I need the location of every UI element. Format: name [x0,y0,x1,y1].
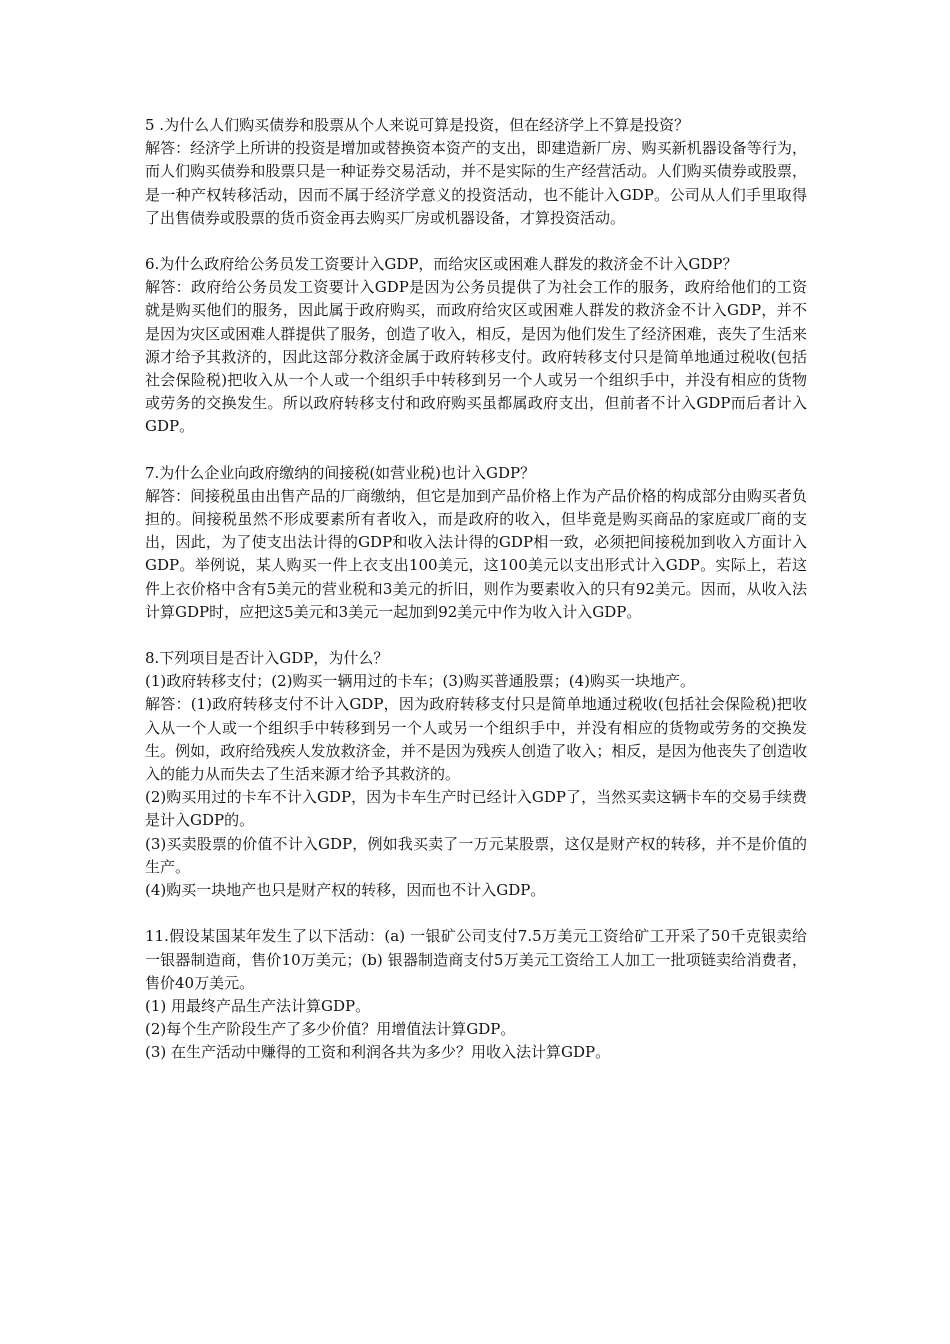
question-5: 5 .为什么人们购买债券和股票从个人来说可算是投资，但在经济学上不算是投资？ [145,116,690,134]
section-q8 [145,647,807,902]
section-q6 [145,253,807,439]
answer-8-part-2: (2)购买用过的卡车不计入GDP，因为卡车生产时已经计入GDP了，当然买卖这辆卡车的交易手续费是计入GDP的。 [145,788,807,830]
question-7: 7.为什么企业向政府缴纳的间接税(如营业税)也计入GDP？ [145,463,536,482]
question-8-items: (1)政府转移支付；(2)购买一辆用过的卡车；(3)购买普通股票；(4)购买一块地产。 [145,672,695,691]
answer-8-part-4: (4)购买一块地产也只是财产权的转移，因而也不计入GDP。 [145,881,546,900]
answer-6: 解答：政府给公务员发工资要计入GDP是因为公务员提供了为社会工作的服务，政府给他们的工资就是购买他们的服务，因此属于政府购买，而政府给灾区或困难人群发的救济金不计入GDP，并不是因为灾区或困难人群提供了服务，创造了收入，相反，是因为他们发生了经济困难，丧失了生活来源才给予其救济的，因此这部分救济金属于政府转移支付。政府转移支付只是简单地通过税收(包括社会保险税)把收入从一个人或一个组织手中转移到另一个人或另一个组织手中，并没有相应的货物或劳务的交换发生。所以政府转移支付和政府购买虽都属政府支出，但前者不计入GDP而后者计入GDP。 [145,278,807,436]
section-q5 [145,114,807,230]
question-8: 8.下列项目是否计入GDP，为什么？ [145,649,389,668]
document-page [145,114,807,1088]
answer-5: 解答：经济学上所讲的投资是增加或替换资本资产的支出，即建造新厂房、购买新机器设备等行为，而人们购买债券和股票只是一种证券交易活动，并不是实际的生产经营活动。人们购买债券或股票，是一种产权转移活动，因而不属于经济学意义的投资活动，也不能计入GDP。公司从人们手里取得了出售债券或股票的货币资金再去购买厂房或机器设备，才算投资活动。 [145,139,807,227]
question-6: 6.为什么政府给公务员发工资要计入GDP，而给灾区或困难人群发的救济金不计入GDP？ [145,255,738,274]
answer-8-part-3: (3)买卖股票的价值不计入GDP，例如我买卖了一万元某股票，这仅是财产权的转移，并不是价值的生产。 [145,834,807,876]
question-11: 11.假设某国某年发生了以下活动：(a) 一银矿公司支付7.5万美元工资给矿工开采了50千克银卖给一银器制造商，售价10万美元；(b) 银器制造商支付5万美元工资给工人加工一批项链卖给消费者，售价40万美元。 [145,927,807,992]
question-11-part-1: (1) 用最终产品生产法计算GDP。 [145,996,371,1015]
answer-7: 解答：间接税虽由出售产品的厂商缴纳，但它是加到产品价格上作为产品价格的构成部分由购买者负担的。间接税虽然不形成要素所有者收入，而是政府的收入，但毕竟是购买商品的家庭或厂商的支出，因此，为了使支出法计得的GDP和收入法计得的GDP相一致，必须把间接税加到收入方面计入GDP。举例说，某人购买一件上衣支出100美元，这100美元以支出形式计入GDP。实际上，若这件上衣价格中含有5美元的营业税和3美元的折旧，则作为要素收入的只有92美元。因而，从收入法计算GDP时，应把这5美元和3美元一起加到92美元中作为收入计入GDP。 [145,486,807,621]
section-q7 [145,462,807,624]
question-11-part-2: (2)每个生产阶段生产了多少价值？用增值法计算GDP。 [145,1020,516,1039]
section-q11 [145,925,807,1064]
answer-8-part-1: 解答：(1)政府转移支付不计入GDP，因为政府转移支付只是简单地通过税收(包括社会保险税)把收入从一个人或一个组织手中转移到另一个人或另一个组织手中，并没有相应的货物或劳务的交换发生。例如，政府给残疾人发放救济金，并不是因为残疾人创造了收入；相反，是因为他丧失了创造收入的能力从而失去了生活来源才给予其救济的。 [145,695,807,784]
question-11-part-3: (3) 在生产活动中赚得的工资和利润各共为多少？用收入法计算GDP。 [145,1043,611,1062]
